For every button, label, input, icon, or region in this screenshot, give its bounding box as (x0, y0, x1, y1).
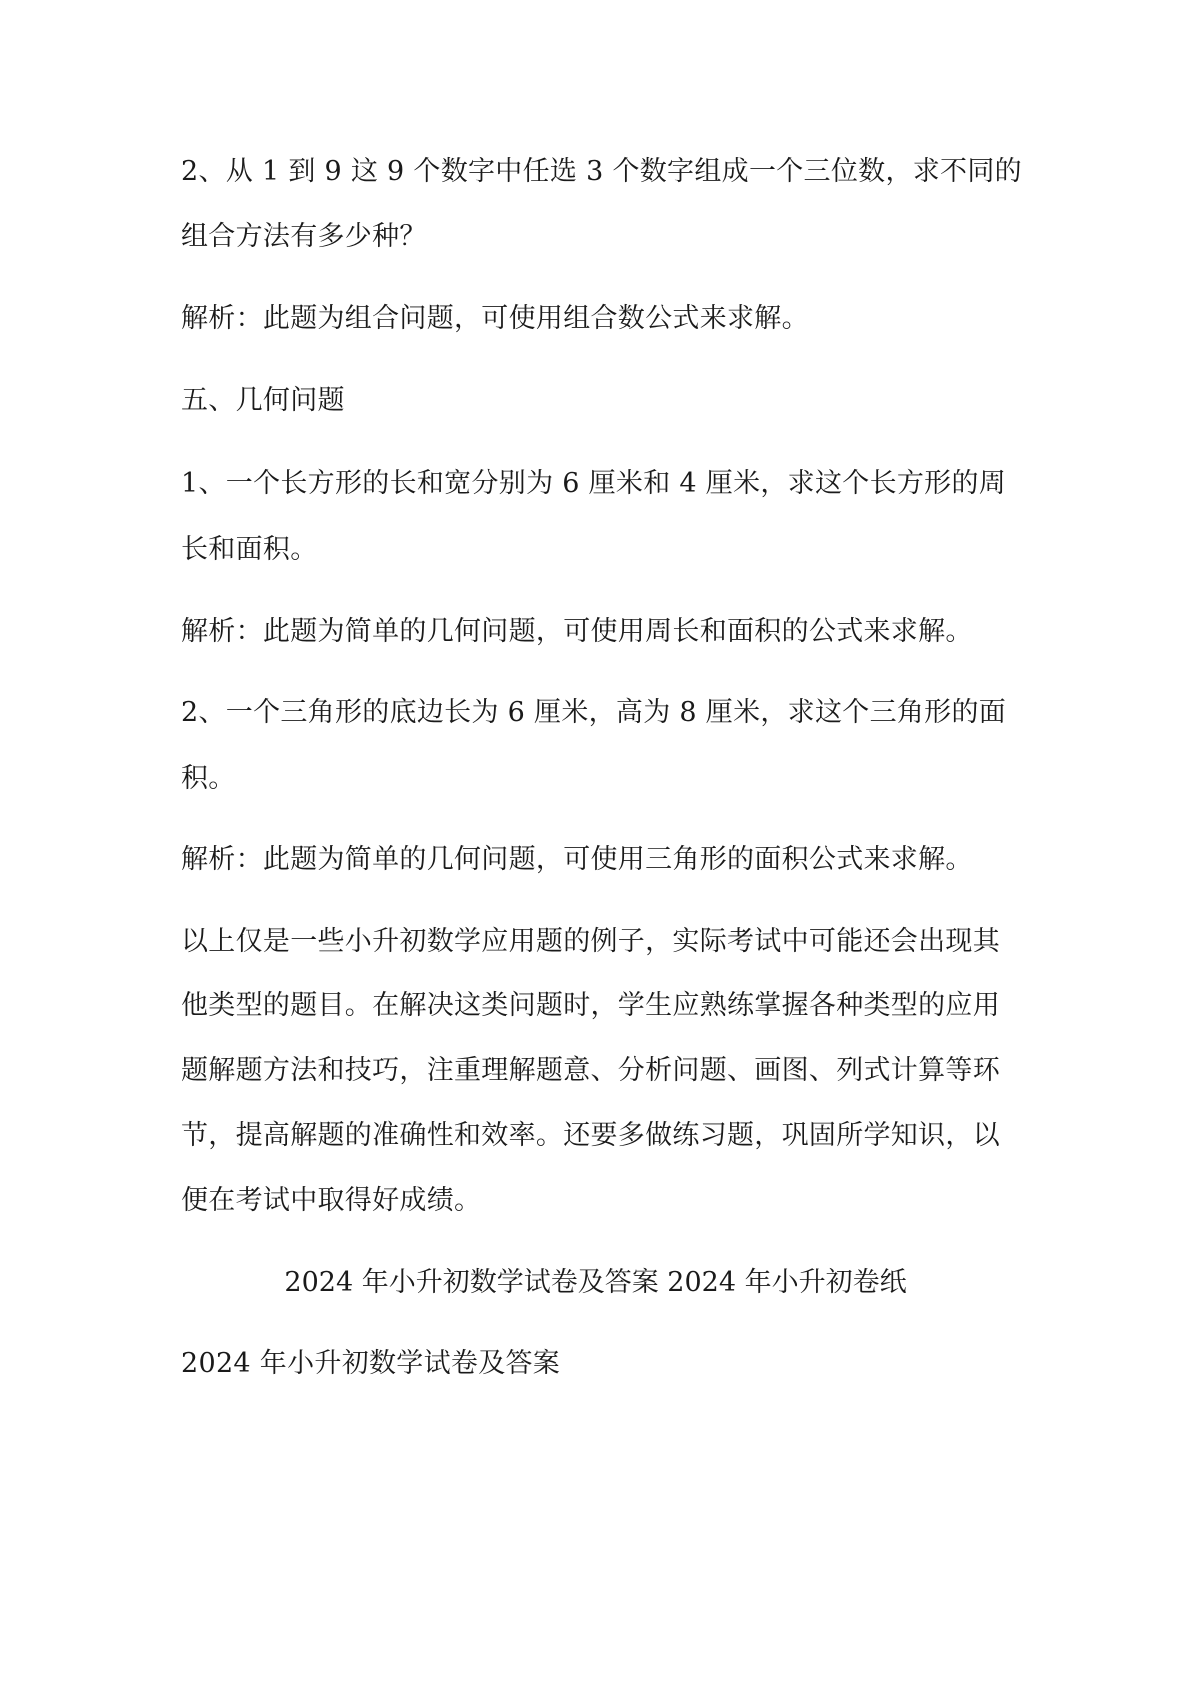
section-heading-geometry: 五、几何问题 (181, 385, 345, 416)
analysis-rectangle: 解析：此题为简单的几何问题，可使用周长和面积的公式来求解。 (181, 616, 973, 647)
q2-combination-line2: 组合方法有多少种？ (181, 221, 427, 252)
subtitle: 2024 年小升初数学试卷及答案 (181, 1348, 561, 1379)
q2-triangle-line1: 2、一个三角形的底边长为 6 厘米，高为 8 厘米，求这个三角形的面 (181, 697, 1007, 728)
q2-triangle-line2: 积。 (181, 763, 236, 794)
summary-line2: 他类型的题目。在解决这类问题时，学生应熟练掌握各种类型的应用 (181, 990, 1000, 1021)
summary-line3: 题解题方法和技巧，注重理解题意、分析问题、画图、列式计算等环 (181, 1055, 1000, 1086)
q1-rectangle-line1: 1、一个长方形的长和宽分别为 6 厘米和 4 厘米，求这个长方形的周 (181, 468, 1007, 499)
summary-line5: 便在考试中取得好成绩。 (181, 1185, 482, 1216)
analysis-triangle: 解析：此题为简单的几何问题，可使用三角形的面积公式来求解。 (181, 844, 973, 875)
centered-title: 2024 年小升初数学试卷及答案 2024 年小升初卷纸 (284, 1267, 907, 1298)
q1-rectangle-line2: 长和面积。 (181, 534, 318, 565)
analysis-combination: 解析：此题为组合问题，可使用组合数公式来求解。 (181, 303, 809, 334)
summary-line1: 以上仅是一些小升初数学应用题的例子，实际考试中可能还会出现其 (181, 926, 1000, 957)
summary-line4: 节，提高解题的准确性和效率。还要多做练习题，巩固所学知识，以 (181, 1120, 1000, 1151)
q2-combination-line1: 2、从 1 到 9 这 9 个数字中任选 3 个数字组成一个三位数，求不同的 (181, 156, 1022, 187)
